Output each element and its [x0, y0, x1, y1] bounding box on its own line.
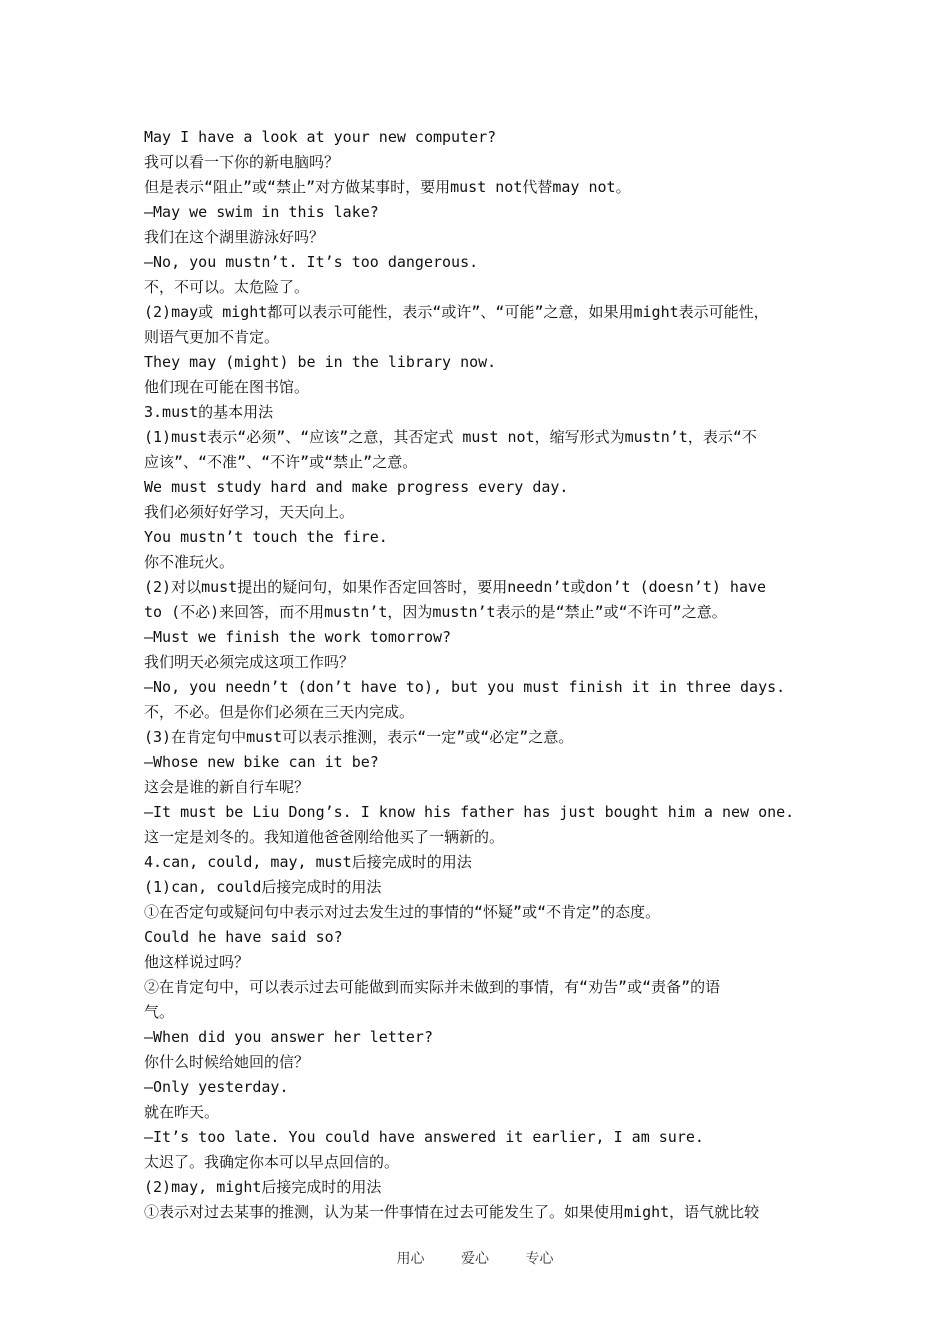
text-line: 他这样说过吗？: [144, 953, 250, 971]
text-line: 但是表示“阻止”或“禁止”对方做某事时，要用must not代替may not。: [144, 178, 631, 196]
text-line: We must study hard and make progress every day.: [144, 478, 569, 496]
text-line: ②在肯定句中，可以表示过去可能做到而实际并未做到的事情，有“劝告”或“责备”的语: [144, 978, 721, 996]
text-line: —No, you needn’t (don’t have to), but you must finish it in three days.: [144, 678, 786, 696]
text-line: 就在昨天。: [144, 1103, 220, 1121]
text-line: (2)may或 might都可以表示可能性，表示“或许”、“可能”之意，如果用might表示可能性，: [144, 303, 769, 321]
text-line: —Whose new bike can it be?: [144, 753, 379, 771]
text-line: 你什么时候给她回的信？: [144, 1053, 310, 1071]
text-line: 则语气更加不肯定。: [144, 328, 280, 346]
text-line: 我可以看一下你的新电脑吗？: [144, 153, 340, 171]
text-line: They may (might) be in the library now.: [144, 353, 497, 371]
text-line: 太迟了。我确定你本可以早点回信的。: [144, 1153, 400, 1171]
footer-motto-item: 爱心: [461, 1251, 489, 1267]
text-line: Could he have said so?: [144, 928, 343, 946]
text-line: 我们在这个湖里游泳好吗？: [144, 228, 325, 246]
text-line: 我们明天必须完成这项工作吗？: [144, 653, 355, 671]
text-line: —Only yesterday.: [144, 1078, 289, 1096]
text-line: (1)can, could后接完成时的用法: [144, 878, 382, 896]
page-footer: [0, 1248, 950, 1268]
text-line: 我们必须好好学习，天天向上。: [144, 503, 355, 521]
text-line: —May we swim in this lake?: [144, 203, 379, 221]
text-line: 不，不可以。太危险了。: [144, 278, 310, 296]
text-line: —When did you answer her letter?: [144, 1028, 433, 1046]
text-line: 你不准玩火。: [144, 553, 235, 571]
text-line: —It’s too late. You could have answered it earlier, I am sure.: [144, 1128, 704, 1146]
text-line: 这会是谁的新自行车呢？: [144, 778, 310, 796]
text-line: 不，不必。但是你们必须在三天内完成。: [144, 703, 415, 721]
text-line: (2)对以must提出的疑问句，如果作否定回答时，要用needn’t或don’t (doesn’t) have: [144, 578, 767, 596]
text-line: May I have a look at your new computer?: [144, 128, 497, 146]
text-line: ①表示对过去某事的推测，认为某一件事情在过去可能发生了。如果使用might，语气就比较: [144, 1203, 760, 1221]
text-line: 他们现在可能在图书馆。: [144, 378, 310, 396]
footer-motto-item: 用心: [396, 1251, 425, 1267]
text-line: 应该”、“不准”、“不许”或“禁止”之意。: [144, 453, 418, 471]
document-body: [144, 125, 824, 1225]
footer-motto-item: 专心: [525, 1251, 554, 1267]
section-heading: 4.can, could, may, must后接完成时的用法: [144, 853, 472, 871]
text-line: (2)may, might后接完成时的用法: [144, 1178, 382, 1196]
text-line: (1)must表示“必须”、“应该”之意，其否定式 must not，缩写形式为mustn’t，表示“不: [144, 428, 757, 446]
text-line: to (不必)来回答，而不用mustn’t，因为mustn’t表示的是“禁止”或“不许可”之意。: [144, 603, 727, 621]
text-line: —Must we finish the work tomorrow?: [144, 628, 452, 646]
text-line: ①在否定句或疑问句中表示对过去发生过的事情的“怀疑”或“不肯定”的态度。: [144, 903, 661, 921]
text-line: 气。: [144, 1003, 175, 1021]
text-line: (3)在肯定句中must可以表示推测，表示“一定”或“必定”之意。: [144, 728, 574, 746]
text-line: —It must be Liu Dong’s. I know his father has just bought him a new one.: [144, 803, 795, 821]
text-line: —No, you mustn’t. It’s too dangerous.: [144, 253, 479, 271]
text-line: You mustn’t touch the fire.: [144, 528, 388, 546]
text-line: 这一定是刘冬的。我知道他爸爸刚给他买了一辆新的。: [144, 828, 505, 846]
section-heading: 3.must的基本用法: [144, 403, 274, 421]
